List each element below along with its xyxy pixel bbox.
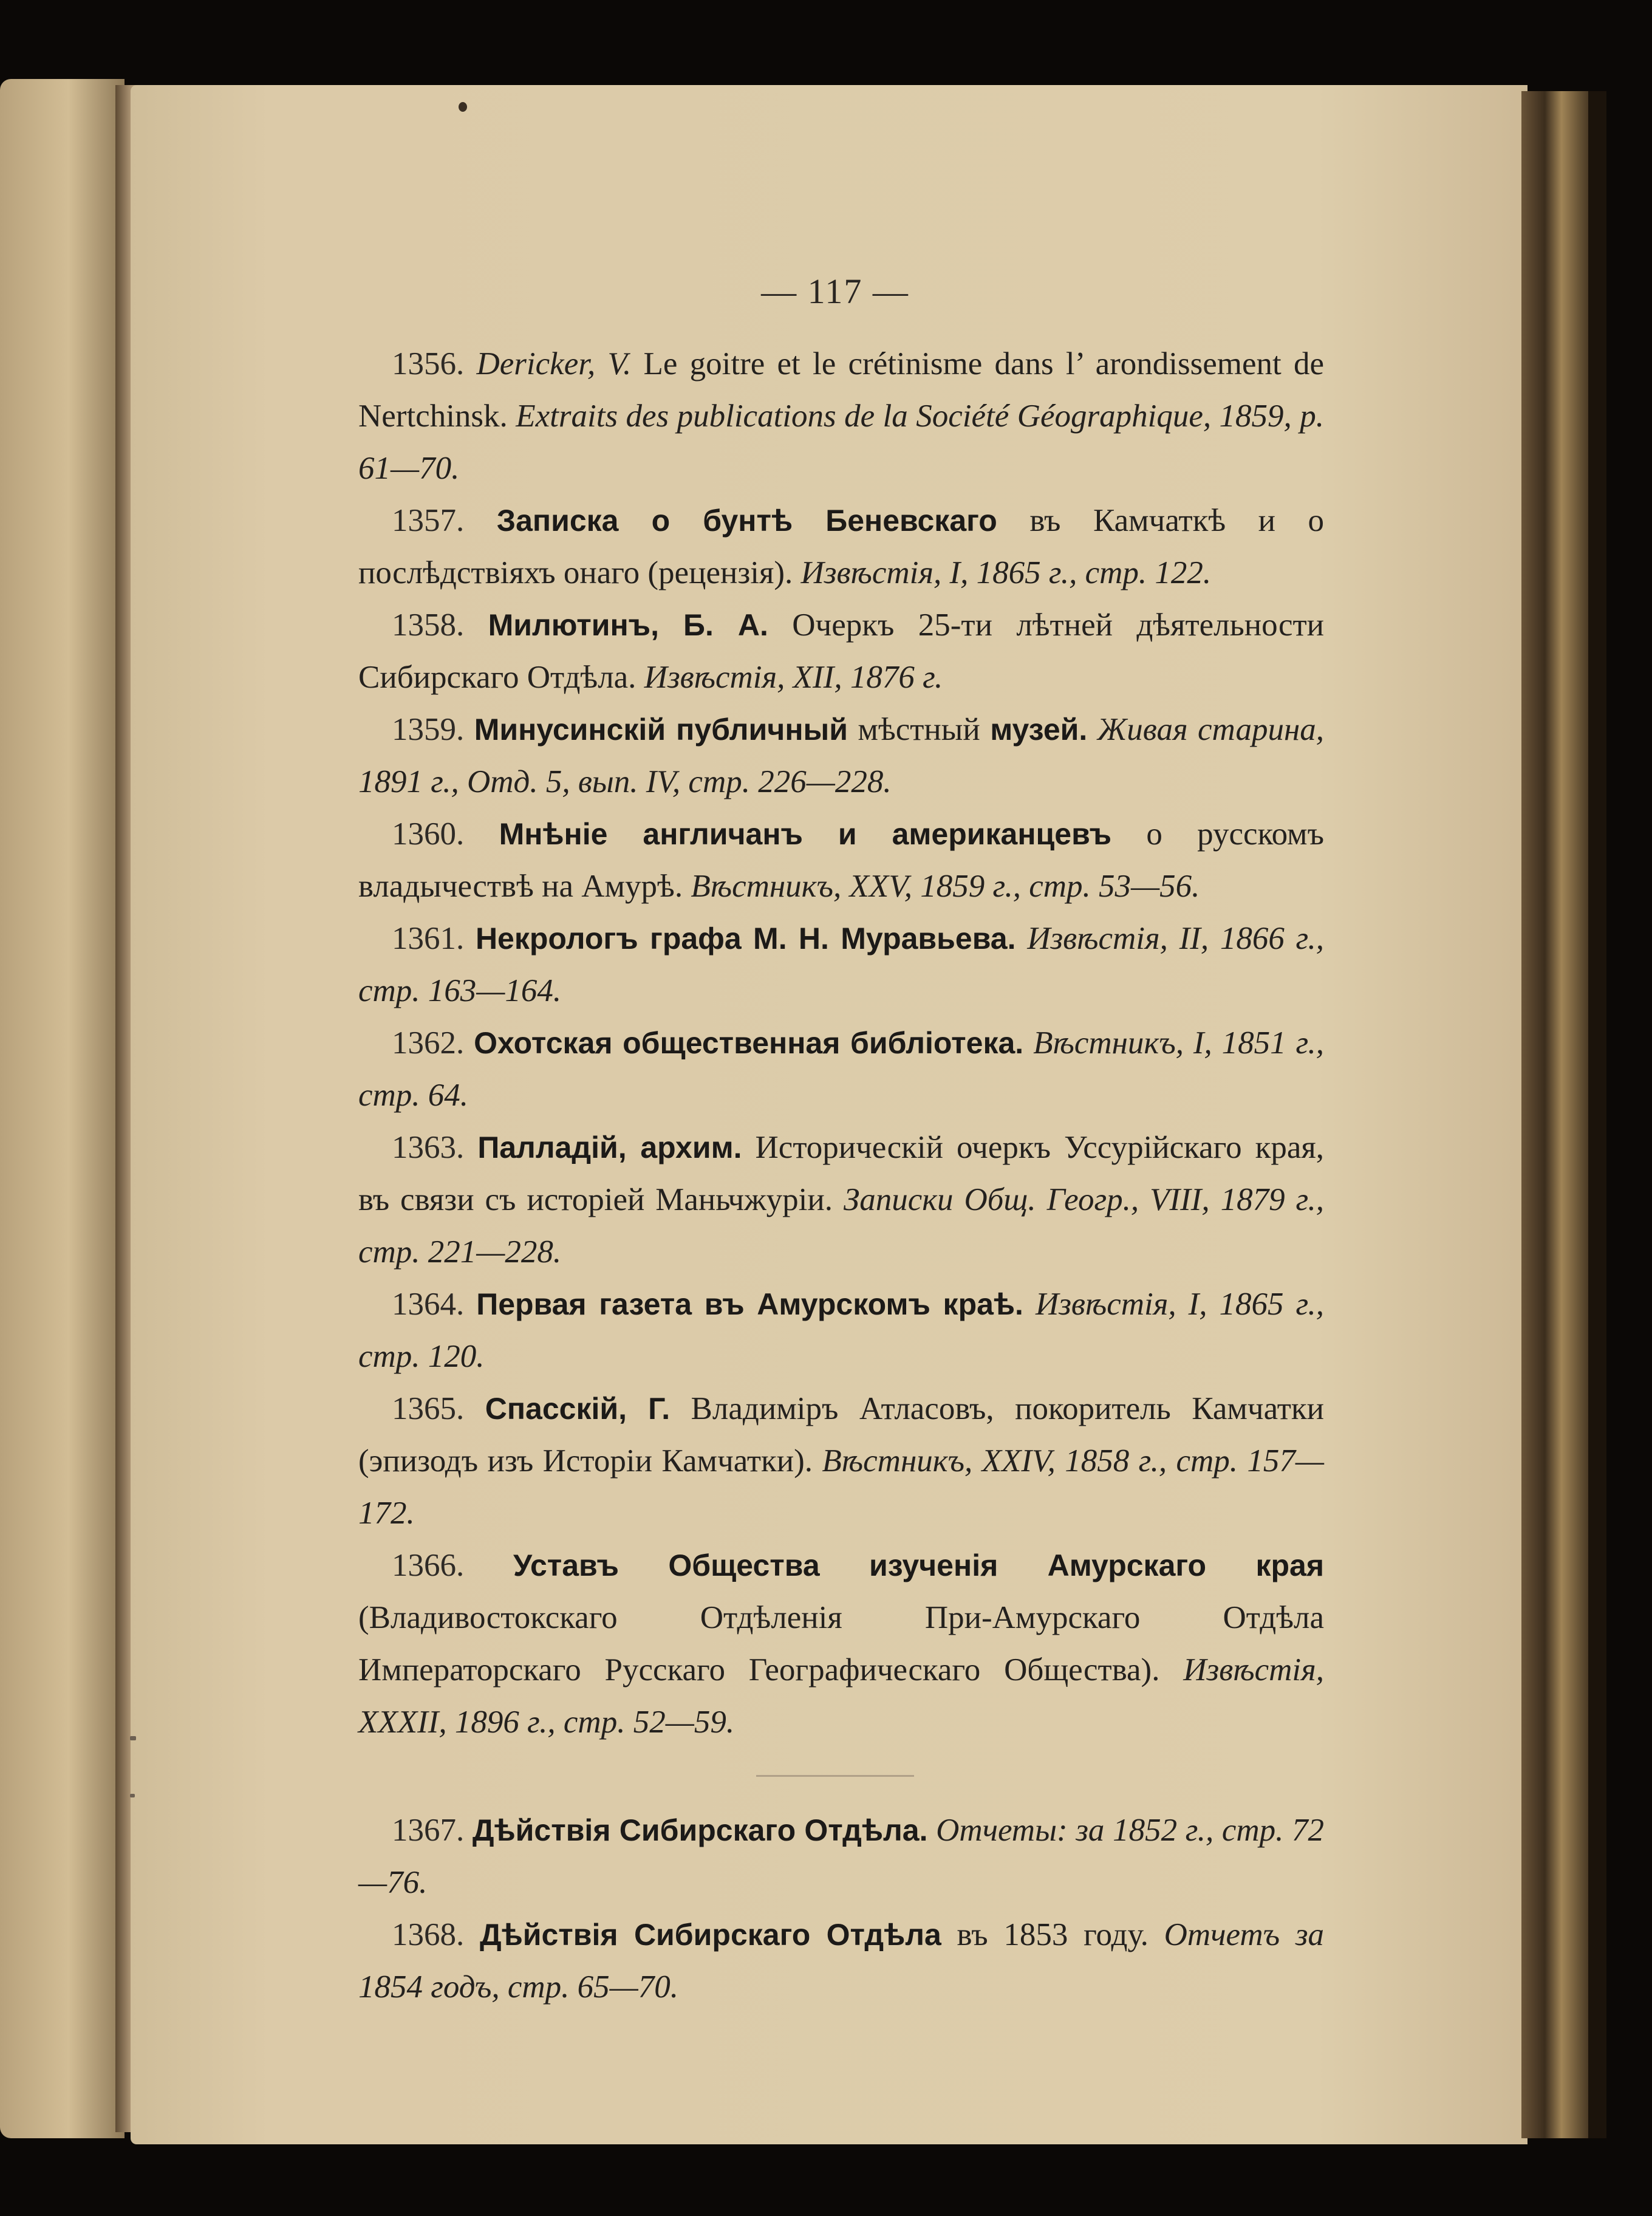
entry-source: Извѣстія, XII, 1876 г. bbox=[644, 660, 943, 695]
entry-title: Историческій очеркъ Уссурійскаго края, въ связи съ исторіей Маньчжуріи. bbox=[358, 1130, 1325, 1217]
entry-title: Владиміръ Атласовъ, покоритель Камчатки (эпизодъ изъ Исторіи Камчатки). bbox=[358, 1391, 1325, 1479]
entry-number: 1362. bbox=[392, 1025, 465, 1061]
entry-author: Спасскій, Г. bbox=[485, 1392, 671, 1426]
entry-1358 bbox=[358, 599, 1324, 703]
margin-mark bbox=[130, 1794, 135, 1797]
entry-title: о русскомъ владычествѣ на Амурѣ. bbox=[358, 816, 1324, 904]
entry-title bbox=[1015, 921, 1027, 956]
entry-1368 bbox=[358, 1909, 1324, 2013]
entry-source: Отчеты: за 1852 г., стр. 72—76. bbox=[358, 1813, 1325, 1900]
entry-number: 1363. bbox=[392, 1130, 465, 1165]
entry-heading-continued: музей. bbox=[990, 713, 1088, 747]
entry-source: Живая старина, 1891 г., Отд. 5, вып. IV, стр. 226—228. bbox=[358, 712, 1325, 799]
entry-heading: Записка о бунтѣ Беневскаго bbox=[496, 504, 997, 538]
page-number: — 117 — bbox=[761, 272, 909, 311]
entry-number: 1360. bbox=[392, 816, 465, 852]
book-edge bbox=[1521, 91, 1588, 2138]
entry-title bbox=[1023, 1025, 1033, 1061]
entry-source: Extraits des publications de la Société Géographique, 1859, p. 61—70. bbox=[358, 398, 1324, 486]
book-edge-shadow bbox=[1588, 91, 1606, 2138]
entry-heading: Охотская общественная библіотека. bbox=[474, 1026, 1024, 1060]
entry-source: Записки Общ. Геогр., VIII, 1879 г., стр. 221—228. bbox=[358, 1182, 1324, 1270]
entry-1366 bbox=[358, 1539, 1324, 1748]
ink-dot bbox=[459, 102, 467, 112]
entry-source: Отчетъ за 1854 годъ, стр. 65—70. bbox=[358, 1917, 1325, 2005]
entry-1365 bbox=[358, 1383, 1324, 1539]
entry-number: 1366. bbox=[392, 1548, 465, 1583]
entry-source: Вѣстникъ, I, 1851 г., стр. 64. bbox=[358, 1025, 1325, 1113]
entry-1362 bbox=[358, 1017, 1324, 1121]
entry-number: 1361. bbox=[392, 921, 465, 956]
entry-1367 bbox=[358, 1804, 1324, 1909]
bibliography-list bbox=[358, 338, 1324, 2013]
left-page-edge bbox=[0, 79, 125, 2138]
entry-number: 1358. bbox=[392, 607, 465, 643]
entry-title: въ Камчаткѣ и о послѣдствіяхъ онаго (рецензія). bbox=[358, 503, 1325, 590]
entry-heading: Первая газета въ Амурскомъ краѣ. bbox=[476, 1287, 1023, 1321]
entry-heading: Уставъ Общества изученія Амурскаго края bbox=[513, 1548, 1325, 1582]
entry-source: Извѣстія, XXXII, 1896 г., стр. 52—59. bbox=[358, 1652, 1324, 1740]
entry-1360 bbox=[358, 808, 1324, 912]
entry-heading: Дѣйствія Сибирскаго Отдѣла bbox=[479, 1918, 941, 1952]
entry-author: Палладій, архим. bbox=[477, 1130, 742, 1164]
entry-heading: Минусинскій публичный bbox=[474, 713, 848, 747]
entry-author: Dericker, V. bbox=[476, 346, 632, 381]
entry-source: Вѣстникъ, XXIV, 1858 г., стр. 157—172. bbox=[358, 1443, 1324, 1531]
entry-source: Извѣстія, I, 1865 г., стр. 122. bbox=[800, 555, 1212, 590]
entry-title: въ 1853 году. bbox=[941, 1917, 1164, 1952]
entry-source: Извѣстія, II, 1866 г., стр. 163—164. bbox=[358, 921, 1325, 1008]
entry-source: Извѣстія, I, 1865 г., стр. 120. bbox=[358, 1287, 1325, 1374]
entry-1359 bbox=[358, 703, 1324, 808]
entry-heading: Дѣйствія Сибирскаго Отдѣла. bbox=[472, 1813, 928, 1847]
entry-1361 bbox=[358, 912, 1324, 1017]
entry-number: 1367. bbox=[392, 1813, 465, 1848]
entry-1364 bbox=[358, 1278, 1324, 1383]
entry-title bbox=[927, 1813, 936, 1848]
entry-heading: Некрологъ графа М. Н. Муравьева. bbox=[475, 922, 1016, 956]
margin-mark bbox=[130, 1736, 136, 1740]
entry-1363 bbox=[358, 1121, 1324, 1278]
entry-title: Очеркъ 25-ти лѣтней дѣятельности Сибирскаго Отдѣла. bbox=[358, 607, 1324, 695]
entry-title: (Владивостокскаго Отдѣленія При-Амурскаго Отдѣла Императорскаго Русскаго Географическаго Общества). bbox=[358, 1600, 1324, 1688]
entry-title: Le goitre et le crétinisme dans l’ arondissement de Nertchinsk. bbox=[358, 346, 1325, 434]
entry-number: 1359. bbox=[392, 712, 465, 747]
entry-source: Вѣстникъ, XXV, 1859 г., стр. 53—56. bbox=[691, 869, 1200, 904]
entry-title: мѣстный bbox=[847, 712, 991, 747]
entry-title bbox=[1023, 1287, 1036, 1322]
entry-number: 1365. bbox=[392, 1391, 465, 1426]
separator-rule bbox=[756, 1775, 914, 1777]
entry-number: 1356. bbox=[392, 346, 465, 381]
entry-number: 1368. bbox=[392, 1917, 465, 1952]
entry-number: 1357. bbox=[392, 503, 465, 538]
entry-heading: Мнѣніе англичанъ и американцевъ bbox=[499, 817, 1112, 851]
entry-number: 1364. bbox=[392, 1287, 465, 1322]
entry-author: Милютинъ, Б. А. bbox=[488, 608, 768, 642]
section-break bbox=[358, 1748, 1324, 1804]
entry-1357 bbox=[358, 494, 1324, 599]
entry-1356 bbox=[358, 338, 1324, 494]
